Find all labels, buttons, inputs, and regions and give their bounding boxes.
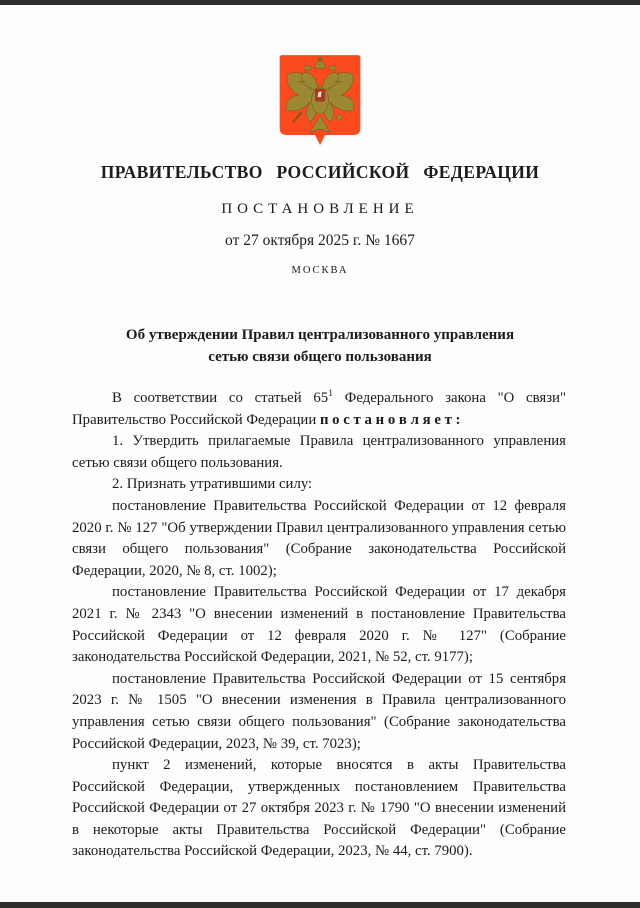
body-paragraph-4: постановление Правительства Российской Федерации от 17 декабря 2021 г. № 2343 "О внесении изменений в постановление Правительства Российской Федерации от 12 февраля 2020 г. № 127" (Собрание законодательства Российской Федерации, 2021, № 52, ст. 9177); [72,584,566,666]
doc-city: МОСКВА [291,265,349,276]
body-paragraph-5: постановление Правительства Российской Федерации от 15 сентября 2023 г. № 1505 "О внесении изменения в Правила централизованного управления сетью связи общего пользования" (Собрание законодательства Российской Федерации, 2023, № 39, ст. 7023); [72,670,566,752]
intro-text-1: В соответствии со статьей 65 [112,390,329,406]
top-letterbox-bar [0,0,640,5]
intro-paragraph [72,388,566,431]
doc-title [0,324,640,368]
doc-date-number: от 27 октября 2025 г. № 1667 [225,232,415,249]
org-name: ПРАВИТЕЛЬСТВО РОССИЙСКОЙ ФЕДЕРАЦИИ [100,162,540,182]
doc-title-line1: Об утверждении Правил централизованного управления [125,327,515,343]
doc-title-line2: сетью связи общего пользования [208,349,432,365]
bottom-letterbox-bar [0,902,640,908]
body-paragraph-6: пункт 2 изменений, которые вносятся в акты Правительства Российской Федерации, утвержденных постановлением Правительства Российской Федерации от 27 октября 2023 г. № 1790 "О внесении изменений в некоторые акты Правительства Российской Федерации" (Собрание законодательства Российской Федерации, 2023, № 44, ст. 7900). [72,757,566,860]
doc-body [72,388,566,863]
footnote-superscript: 1 [328,389,333,400]
body-paragraph-2: 2. Признать утратившими силу: [112,476,313,493]
doc-type-label: ПОСТАНОВЛЕНИЕ [221,201,419,217]
russia-coat-of-arms-icon [278,52,362,149]
body-paragraph-1: 1. Утвердить прилагаемые Правила централизованного управления сетью связи общего пользования. [72,433,566,471]
intro-text-2: Федерального закона "О связи" Правительство Российской Федерации [72,390,567,428]
decree-verb-bold: п о с т а н о в л я е т : [319,411,461,428]
body-paragraph-3: постановление Правительства Российской Федерации от 12 февраля 2020 г. № 127 "Об утверждении Правил централизованного управления сетью связи общего пользования" (Собрание законодательства Российской Федерации, 2020, № 8, ст. 1002); [72,497,566,579]
